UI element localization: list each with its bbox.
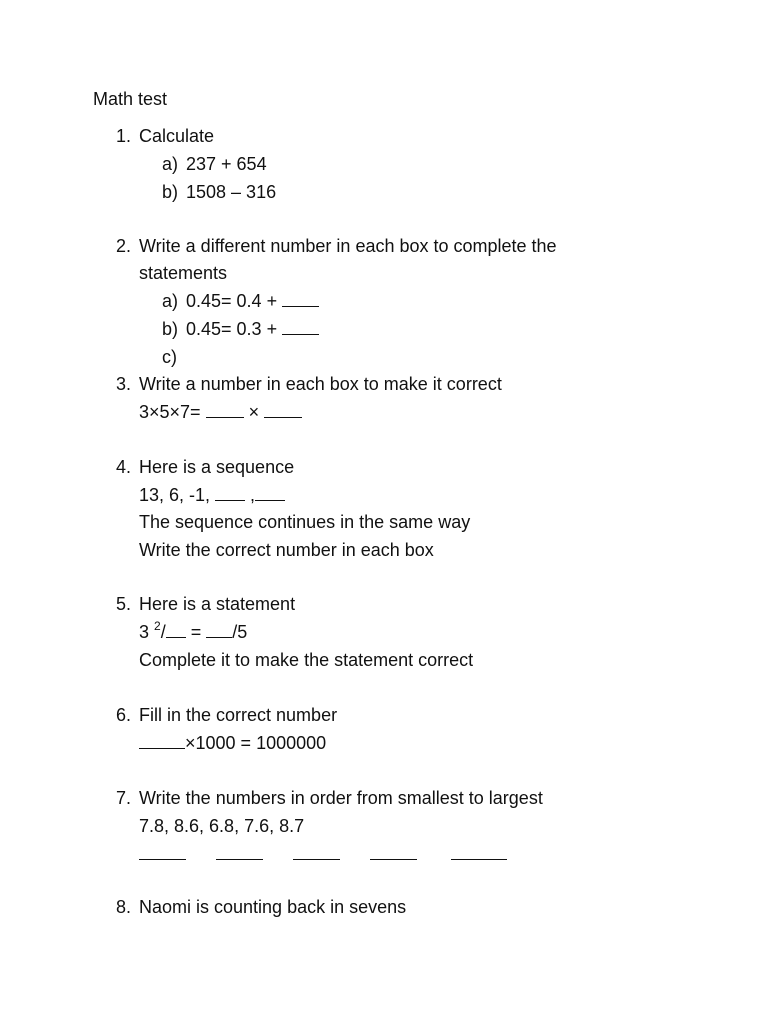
times-sign: × bbox=[243, 402, 265, 422]
question-4-line4: Write the correct number in each box bbox=[139, 540, 434, 560]
answer-blank[interactable] bbox=[255, 483, 285, 501]
question-5-number: 5. bbox=[116, 594, 132, 614]
question-1b-letter: b) bbox=[162, 182, 179, 202]
question-7-text: Write the numbers in order from smallest to largest bbox=[139, 788, 543, 808]
answer-blank[interactable] bbox=[139, 731, 185, 749]
whole-number: 3 bbox=[139, 622, 155, 642]
question-6-text: Fill in the correct number bbox=[139, 705, 338, 725]
question-6-number: 6. bbox=[116, 705, 132, 725]
question-2c-letter: c) bbox=[162, 347, 177, 367]
answer-blank[interactable] bbox=[216, 859, 263, 860]
question-7-number: 7. bbox=[116, 788, 132, 808]
question-2a-line bbox=[186, 289, 319, 313]
answer-blank[interactable] bbox=[282, 317, 319, 335]
question-4-number: 4. bbox=[116, 457, 132, 477]
answer-blank[interactable] bbox=[264, 400, 302, 418]
answer-blank[interactable] bbox=[293, 859, 340, 860]
question-2a-text: 0.45= 0.4 + bbox=[186, 291, 283, 311]
answer-blank[interactable] bbox=[139, 859, 186, 860]
question-1a-letter: a) bbox=[162, 154, 179, 174]
question-2b-text: 0.45= 0.3 + bbox=[186, 319, 283, 339]
question-5-statement bbox=[139, 620, 247, 646]
expression-start: 3×5×7= bbox=[139, 402, 206, 422]
answer-blank[interactable] bbox=[370, 859, 417, 860]
question-2b-line bbox=[186, 317, 319, 341]
answer-blank[interactable] bbox=[166, 620, 186, 638]
answer-blank[interactable] bbox=[451, 859, 507, 860]
question-8-number: 8. bbox=[116, 897, 132, 917]
question-6-expression bbox=[139, 731, 326, 755]
question-1-text: Calculate bbox=[139, 126, 215, 146]
equals-sign: = bbox=[185, 622, 207, 642]
question-7-numbers: 7.8, 8.6, 6.8, 7.6, 8.7 bbox=[139, 816, 305, 836]
answer-blank[interactable] bbox=[282, 289, 319, 307]
question-2b-letter: b) bbox=[162, 319, 179, 339]
question-2a-letter: a) bbox=[162, 291, 179, 311]
question-2-number: 2. bbox=[116, 236, 132, 256]
question-1a-text: 237 + 654 bbox=[186, 154, 267, 174]
answer-blank[interactable] bbox=[215, 483, 245, 501]
page-title: Math test bbox=[93, 89, 168, 109]
answer-blank[interactable] bbox=[206, 620, 232, 638]
question-8-text: Naomi is counting back in sevens bbox=[139, 897, 407, 917]
question-2-text-line2: statements bbox=[139, 263, 228, 283]
question-4-sequence bbox=[139, 483, 285, 507]
expression: ×1000 = 1000000 bbox=[185, 733, 327, 753]
denominator: /5 bbox=[232, 622, 248, 642]
answer-blank[interactable] bbox=[206, 400, 244, 418]
answer-blanks-row bbox=[0, 859, 768, 860]
sequence-values: 13, 6, -1, bbox=[139, 485, 216, 505]
question-5-line3: Complete it to make the statement correct bbox=[139, 650, 474, 670]
question-3-text: Write a number in each box to make it correct bbox=[139, 374, 502, 394]
question-1b-text: 1508 – 316 bbox=[186, 182, 277, 202]
question-3-number: 3. bbox=[116, 374, 132, 394]
sequence-separator: , bbox=[245, 485, 256, 505]
numerator: 2 bbox=[154, 619, 161, 633]
question-4-line3: The sequence continues in the same way bbox=[139, 512, 471, 532]
question-3-expression bbox=[139, 400, 302, 424]
question-1-number: 1. bbox=[116, 126, 132, 146]
question-5-text: Here is a statement bbox=[139, 594, 296, 614]
question-4-text: Here is a sequence bbox=[139, 457, 295, 477]
fraction-slash: / bbox=[160, 622, 166, 642]
question-2-text-line1: Write a different number in each box to complete the bbox=[139, 236, 557, 256]
